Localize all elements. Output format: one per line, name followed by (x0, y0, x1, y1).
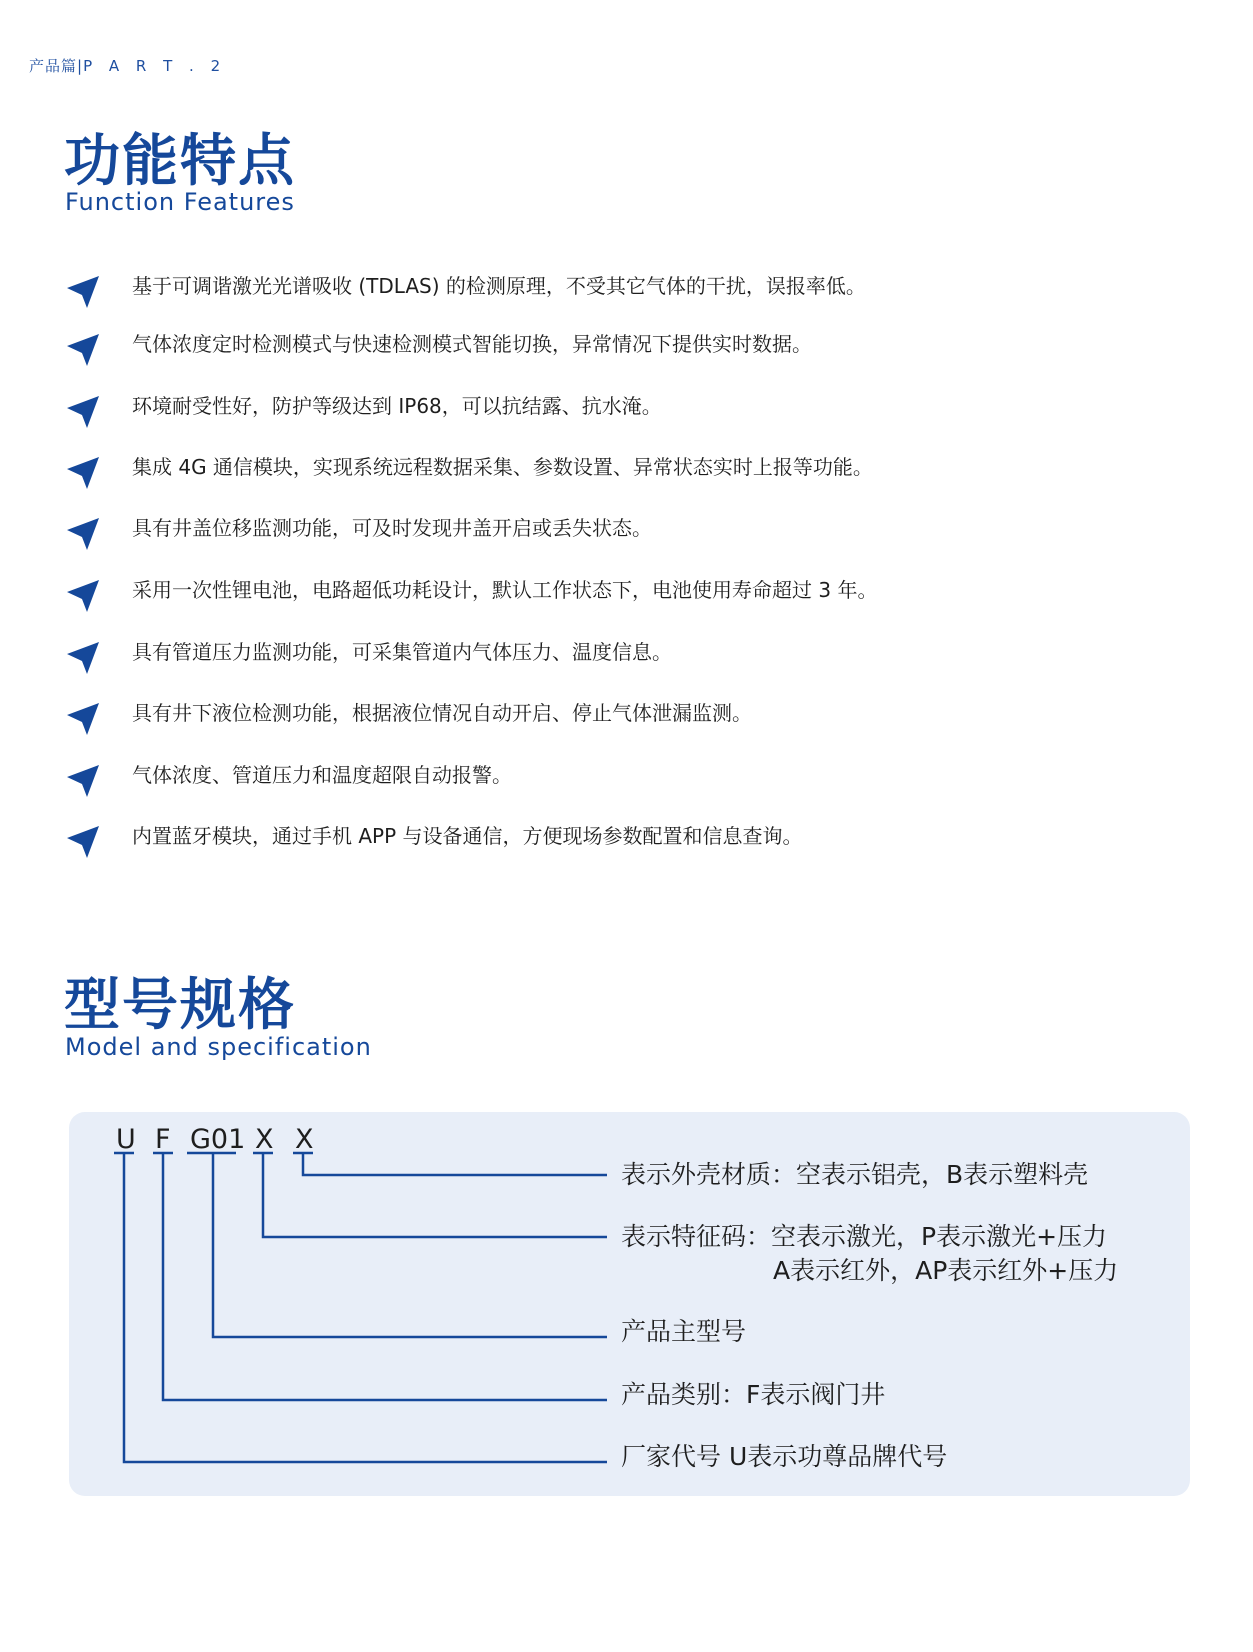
feature-text: 集成 4G 通信模块，实现系统远程数据采集、参数设置、异常状态实时上报等功能。 (132, 455, 873, 479)
feature-item (66, 763, 1166, 803)
header-part-label: P A R T . 2 (83, 57, 227, 75)
paper-plane-arrow-icon (66, 763, 100, 797)
paper-plane-arrow-icon (66, 394, 100, 428)
paper-plane-arrow-icon (66, 640, 100, 674)
paper-plane-arrow-icon (66, 455, 100, 489)
paper-plane-arrow-icon (66, 824, 100, 858)
code-shell: X (295, 1124, 314, 1155)
feature-text: 内置蓝牙模块，通过手机 APP 与设备通信，方便现场参数配置和信息查询。 (132, 824, 803, 848)
paper-plane-arrow-icon (66, 274, 100, 308)
desc-feature-line1: 表示特征码：空表示激光，P表示激光+压力 (621, 1222, 1108, 1251)
feature-item (66, 516, 1166, 556)
feature-item (66, 701, 1166, 741)
feature-item (66, 274, 1166, 314)
feature-item (66, 394, 1166, 434)
feature-text: 具有井盖位移监测功能，可及时发现井盖开启或丢失状态。 (132, 516, 652, 540)
paper-plane-arrow-icon (66, 516, 100, 550)
header-section-label: 产品篇 (29, 57, 78, 75)
header-separator: | (77, 57, 84, 75)
spec-title: 型号规格 (64, 973, 296, 1038)
desc-shell: 表示外壳材质：空表示铝壳，B表示塑料壳 (621, 1160, 1089, 1189)
desc-main-model: 产品主型号 (621, 1317, 747, 1346)
desc-vendor: 厂家代号 U表示功尊品牌代号 (621, 1442, 948, 1471)
model-spec-diagram (69, 1112, 1190, 1496)
paper-plane-arrow-icon (66, 332, 100, 366)
code-feature: X (255, 1124, 274, 1155)
code-vendor: U (116, 1124, 136, 1155)
feature-text: 基于可调谐激光光谱吸收 (TDLAS) 的检测原理，不受其它气体的干扰，误报率低。 (132, 274, 866, 298)
feature-item (66, 640, 1166, 680)
feature-text: 气体浓度、管道压力和温度超限自动报警。 (132, 763, 512, 787)
feature-item (66, 455, 1166, 495)
feature-item (66, 332, 1166, 372)
code-main-model: G01 (190, 1124, 246, 1155)
code-category: F (155, 1124, 171, 1155)
paper-plane-arrow-icon (66, 701, 100, 735)
desc-feature-line2: A表示红外，AP表示红外+压力 (773, 1256, 1119, 1285)
feature-text: 气体浓度定时检测模式与快速检测模式智能切换，异常情况下提供实时数据。 (132, 332, 812, 356)
feature-item (66, 578, 1166, 618)
paper-plane-arrow-icon (66, 578, 100, 612)
features-title: 功能特点 (64, 129, 296, 194)
spec-subtitle: Model and specification (65, 1033, 372, 1061)
feature-text: 采用一次性锂电池，电路超低功耗设计，默认工作状态下，电池使用寿命超过 3 年。 (132, 578, 878, 602)
feature-text: 具有管道压力监测功能，可采集管道内气体压力、温度信息。 (132, 640, 672, 664)
feature-text: 环境耐受性好，防护等级达到 IP68，可以抗结露、抗水淹。 (132, 394, 662, 418)
features-subtitle: Function Features (65, 188, 295, 216)
desc-category: 产品类别：F表示阀门井 (621, 1380, 886, 1409)
section-header-tag (29, 55, 226, 76)
feature-item (66, 824, 1166, 864)
feature-text: 具有井下液位检测功能，根据液位情况自动开启、停止气体泄漏监测。 (132, 701, 752, 725)
